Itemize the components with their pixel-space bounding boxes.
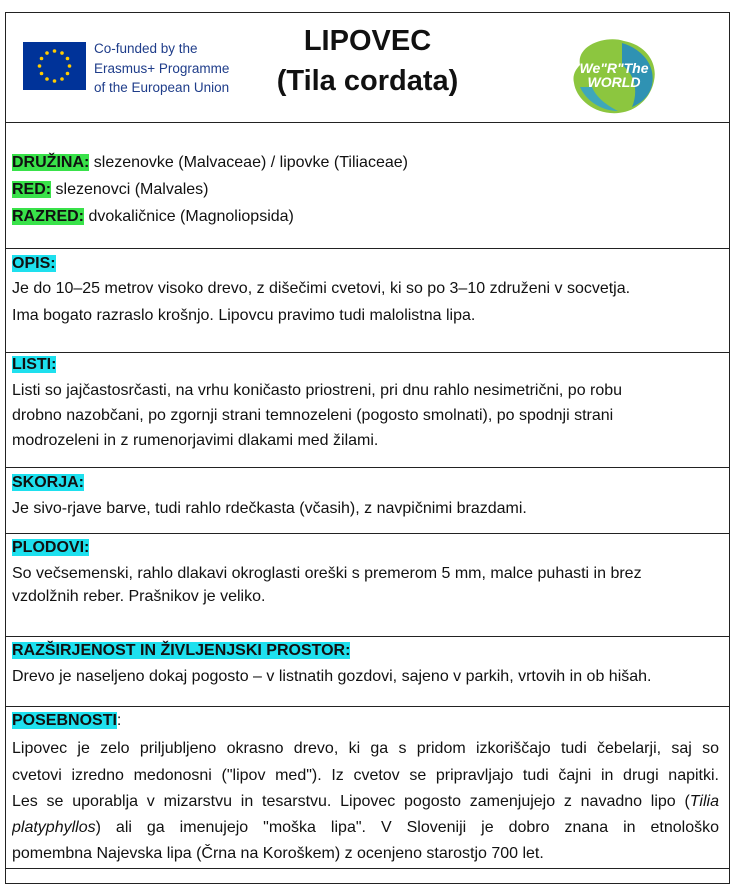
- listi-section: [6, 353, 729, 468]
- order-label: RED:: [12, 181, 52, 198]
- listi-text-line: modrozeleni in z rumenorjavimi dlakami med žilami.: [12, 432, 379, 449]
- posebnosti-text-line: [12, 816, 719, 840]
- class-label: RAZRED:: [12, 208, 84, 225]
- posebnosti-text-span: ) ali ga imenujejo "moška lipa". V Sloveniji je dobro znana in etnološko: [95, 819, 719, 836]
- eu-text-line: of the European Union: [94, 80, 230, 95]
- family-row: [12, 151, 719, 175]
- posebnosti-text-line: Lipovec je zelo priljubljeno okrasno drevo, ki ga s pridom izkoriščajo tudi čebelarji, saj so: [12, 740, 719, 757]
- logo-text: [566, 61, 662, 89]
- plodovi-text-line: vzdolžnih reber. Prašnikov je veliko.: [12, 588, 266, 605]
- taxonomy-section: [6, 123, 729, 249]
- page-title: [236, 21, 499, 101]
- eu-star-icon: [53, 79, 57, 83]
- posebnosti-text-line: cvetovi izredno medonosni ("lipov med"). Iz cvetov se pripravljajo tudi čajni in drugi napitki.: [12, 767, 719, 784]
- opis-section: [6, 249, 729, 353]
- eu-flag-icon: [23, 42, 86, 90]
- eu-star-icon: [38, 64, 42, 68]
- posebnosti-colon: :: [116, 712, 122, 729]
- skorja-label: SKORJA:: [12, 474, 85, 491]
- logo-text-line: WORLD: [587, 74, 641, 90]
- eu-text-line: Co-funded by the: [94, 41, 198, 56]
- order-row: [12, 178, 719, 202]
- eu-star-icon: [45, 51, 49, 55]
- class-row: [12, 205, 719, 229]
- order-value: slezenovci (Malvales): [51, 181, 209, 198]
- posebnosti-label: POSEBNOSTI: [12, 712, 117, 729]
- eu-star-icon: [60, 77, 64, 81]
- skorja-text-line: Je sivo-rjave barve, tudi rahlo rdečkasta (včasih), z navpičnimi brazdami.: [12, 500, 527, 517]
- posebnosti-italic-span: platyphyllos: [12, 819, 96, 836]
- eu-star-icon: [53, 49, 57, 53]
- logo-text-line: We"R"The: [579, 60, 649, 76]
- opis-label: OPIS:: [12, 255, 56, 272]
- eu-star-icon: [60, 51, 64, 55]
- razsirjenost-label: RAZŠIRJENOST IN ŽIVLJENJSKI PROSTOR:: [12, 642, 351, 659]
- razsirjenost-text-line: Drevo je naseljeno dokaj pogosto – v listnatih gozdovi, sajeno v parkih, vrtovih in ob hišah.: [12, 668, 652, 685]
- listi-text-line: Listi so jajčastosrčasti, na vrhu koničasto priostreni, pri dnu rahlo nesimetrični, po robu: [12, 382, 623, 399]
- opis-text-line: Je do 10–25 metrov visoko drevo, z dišečimi cvetovi, ki so po 3–10 združeni v socvetja.: [12, 280, 631, 297]
- posebnosti-text-span: Les se uporablja v mizarstvu in tesarstvu. Lipovec pogosto zamenjujejo z navadno lipo (: [12, 793, 690, 810]
- eu-funding-text: [94, 39, 229, 98]
- plodovi-section: [6, 534, 729, 637]
- family-label: DRUŽINA:: [12, 154, 90, 171]
- title-latin-name: (Tila cordata): [276, 65, 459, 97]
- eu-star-icon: [40, 57, 44, 61]
- family-value: slezenovke (Malvaceae) / lipovke (Tiliaceae): [89, 154, 408, 171]
- opis-text-line: Ima bogato razraslo krošnjo. Lipovcu pravimo tudi malolistna lipa.: [12, 307, 476, 324]
- posebnosti-text-line: pomembna Najevska lipa (Črna na Koroškem) z ocenjeno starostjo 700 let.: [12, 845, 544, 862]
- skorja-section: [6, 468, 729, 534]
- eu-text-line: Erasmus+ Programme: [94, 60, 230, 76]
- posebnosti-section: [6, 707, 729, 869]
- eu-star-icon: [40, 72, 44, 76]
- eu-star-icon: [66, 72, 70, 76]
- listi-label: LISTI:: [12, 356, 57, 373]
- posebnosti-italic-span: Tilia: [689, 793, 719, 810]
- header: [6, 13, 729, 123]
- title-common-name: LIPOVEC: [303, 25, 432, 57]
- eu-star-icon: [68, 64, 72, 68]
- razsirjenost-section: [6, 637, 729, 707]
- eu-star-icon: [66, 57, 70, 61]
- plodovi-label: PLODOVI:: [12, 539, 90, 556]
- plodovi-text-line: So večsemenski, rahlo dlakavi okroglasti oreški s premerom 5 mm, malce puhasti in brez: [12, 565, 642, 582]
- eu-star-icon: [45, 77, 49, 81]
- species-sheet: [5, 12, 730, 884]
- class-value: dvokaličnice (Magnoliopsida): [84, 208, 294, 225]
- listi-text-line: drobno nazobčani, po zgornji strani temnozeleni (pogosto smolnati), po spodnji strani: [12, 407, 614, 424]
- we-r-the-world-logo: [566, 35, 662, 117]
- posebnosti-text-line: [12, 790, 719, 814]
